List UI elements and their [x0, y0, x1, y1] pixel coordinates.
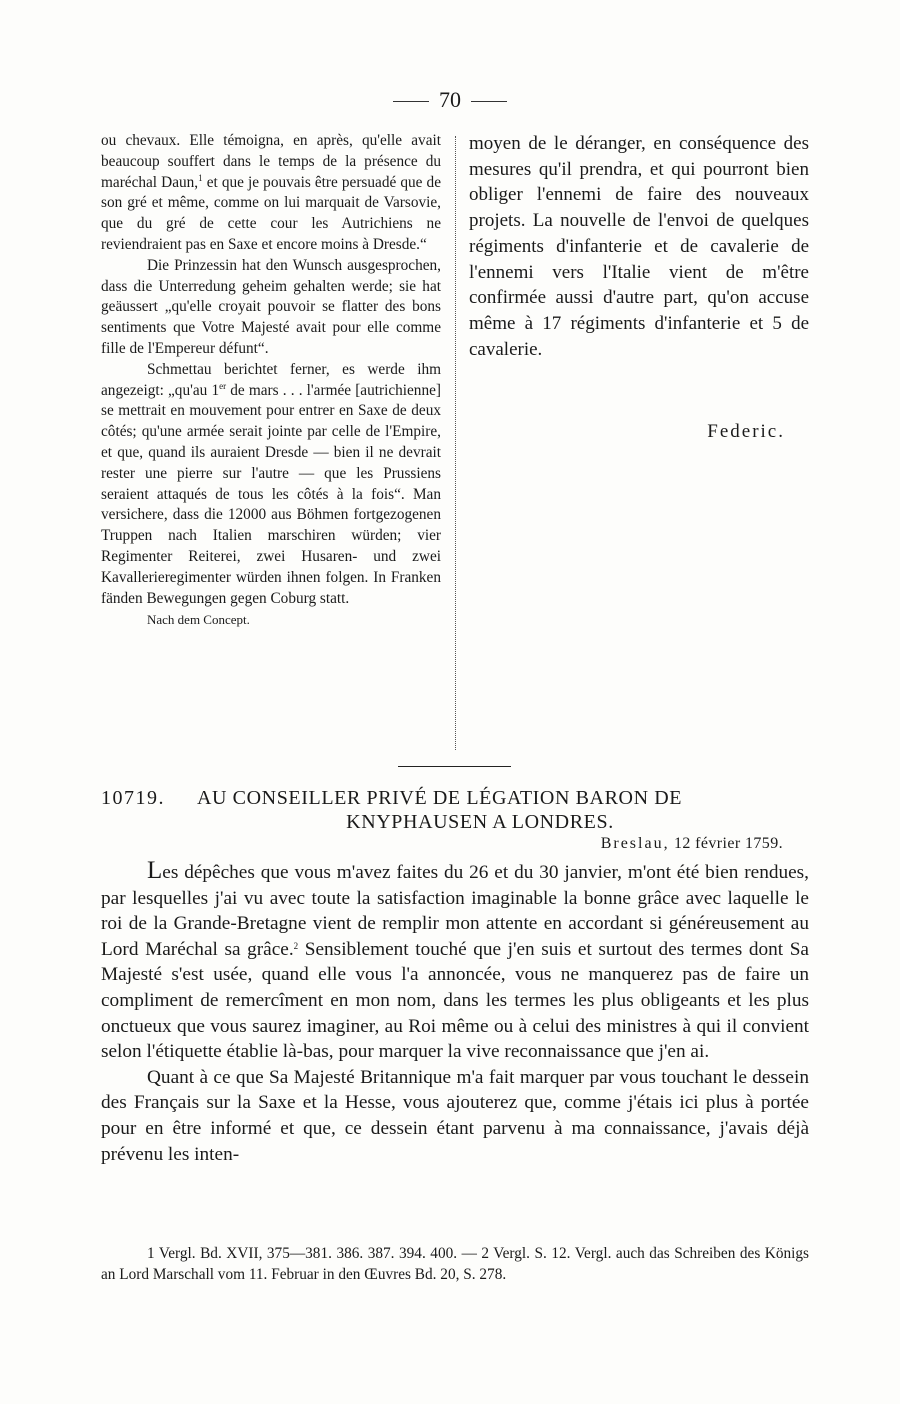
column-divider [455, 136, 456, 750]
letter-title-line-1: AU CONSEILLER PRIVÉ DE LÉGATION BARON DE [197, 787, 683, 809]
left-column [101, 131, 441, 629]
left-paragraph-3 [101, 360, 441, 610]
letter-place: Breslau, [600, 835, 670, 852]
page-number [0, 88, 900, 112]
letter-paragraph-2: Quant à ce que Sa Majesté Britannique m'a fait marquer par vous touchant le dessein des Français sur la Saxe et la Hesse, vous ajouterez que, comme j'étais ici plus à portée pour en être informé et que, ce dessein étant parvenu à ma connaissance, j'avais déjà prévenu les inten- [101, 1066, 809, 1165]
right-paragraph-1: moyen de le déranger, en conséquence des mesures qu'il prendra, et qui pourront bien obliger l'ennemi de faire des nouveaux projets. La nouvelle de l'envoi de quelques régiments d'infanterie et de cavalerie de l'ennemi vers l'Italie vient de m'être confirmée aussi d'autre part, qu'on accuse même à 17 régiments d'infanterie et 5 de cavalerie. [469, 133, 809, 360]
footnote-ref-2: 2 [293, 940, 299, 951]
page-number-dash-left [393, 101, 429, 102]
left-paragraph-3-text: Schmettau berichtet ferner, es werde ihm angezeigt: „qu'au 1 [101, 360, 441, 399]
left-paragraph-1-text-cont: et que je pouvais être persuadé que de son gré et même, comme on lui marquait de Varsovie, que du gré de cette cour les Autrichiens ne reviendraient pas en Saxe et encore moins à Dresde.“ [101, 173, 441, 253]
left-paragraph-1-text: ou chevaux. Elle témoigna, en après, qu'elle avait beaucoup souffert dans le temps de la présence du maréchal Daun, [101, 132, 441, 191]
left-paragraph-2: Die Prinzessin hat den Wunsch ausgesprochen, dass die Unterredung geheim gehalten werde; sie hat geäussert „qu'elle croyait pouvoir se flatter des bons sentiments que Votre Majesté avait pour elle comme fille de l'Empereur défunt“. [101, 256, 441, 357]
letter-date: 12 février 1759. [669, 835, 783, 852]
letter-paragraph-1 [101, 858, 809, 1065]
letter-body [101, 858, 809, 1167]
letter-heading [101, 786, 809, 834]
letter-paragraph-1-text-cont: Sensiblement touché que j'en suis et surtout des termes dont Sa Majesté s'est usée, quand elle vous l'a annoncée, vous ne manquerez pas de faire un compliment de remercîment en mon nom, dans les termes les plus obligeants et les plus onctueux que vous saurez imaginer, au Roi même ou à celui des ministres à qui il convient selon l'étiquette établie là-bas, pour marquer la vive reconnaissance que j'en ai. [101, 938, 809, 1063]
signature: Federic. [707, 421, 785, 442]
letter-dateline [101, 835, 783, 853]
letter-paragraph-1-text: es dépêches que vous m'avez faites du 26 et du 30 janvier, m'ont été bien rendues, par lesquelles j'ai vu avec toute la satisfaction imaginable la bonne grâce avec laquelle le roi de la Grande-Bretagne vient de remplir mon attente en accordant si généreusement au Lord Maréchal sa grâce. [101, 862, 809, 960]
page-number-value: 70 [439, 87, 461, 112]
letter-number: 10719. [101, 787, 165, 809]
footnotes-text: 1 Vergl. Bd. XVII, 375—381. 386. 387. 394. 400. — 2 Vergl. S. 12. Vergl. auch das Schreiben des Königs an Lord Marschall vom 11. Februar in den Œuvres Bd. 20, S. 278. [101, 1245, 809, 1283]
page-number-dash-right [471, 101, 507, 102]
left-paragraph-1 [101, 131, 441, 256]
footnote-ref-1: 1 [198, 172, 203, 183]
left-paragraph-3-text-cont: de mars . . . l'armée [autrichienne] se mettrait en mouvement pour entrer en Saxe de deux côtés; qu'une armée serait jointe par celle de l'Empire, et que, quand ils auraient Dresde — bien il ne devrait rester une pierre sur l'autre — que les Prussiens seraient attaqués de tous les côtés à la fois“. Man versichere, dass die 12000 aus Böhmen fortgezogenen Truppen nach Italien marschiren würden; vier Regimenter Reiterei, zwei Husaren- und zwei Kavallerieregimenter würden ihnen folgen. In Franken fänden Bewegungen gegen Coburg statt. [101, 381, 441, 607]
footnotes [101, 1243, 809, 1285]
letter-title-line-2: KNYPHAUSEN A LONDRES. [346, 811, 614, 833]
right-column [469, 131, 809, 362]
letter-dropcap: L [147, 857, 163, 884]
source-note: Nach dem Concept. [147, 612, 250, 628]
superscript-er: er [219, 380, 227, 391]
section-divider [398, 766, 511, 767]
